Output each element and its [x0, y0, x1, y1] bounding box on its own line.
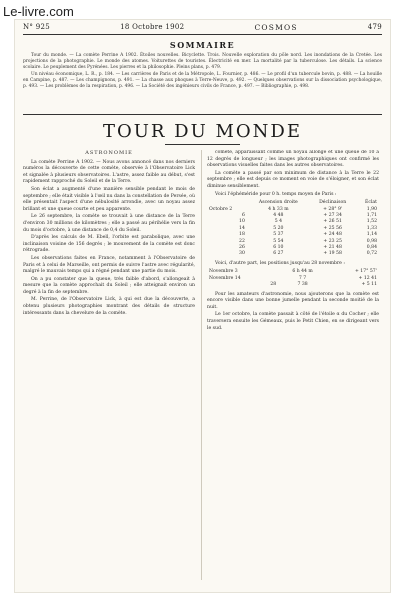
- paragraph: D'après les calculs de M. Ebell, l'orbite est parabolique, avec une inclinaison voisine de 156 degrés ; le mouvement de la comète est donc rétrograde.: [23, 235, 195, 254]
- table-cell: 6 10: [273, 245, 284, 250]
- table-cell: 1,14: [366, 232, 377, 238]
- sommaire-text: [23, 53, 382, 90]
- table-header-cell: Éclat: [365, 200, 377, 206]
- sommaire-paragraph: Un nivéau économique, L. R., p. 184. — Les carrières de Paris et de la Métropole, L. Fournier, p. 486. — Le profil d'un tubercule bovin, p. 488. — La houille en Campine, p. 487. — Les champignons, p. 491. — La chasse aux phoques à Terre-Neuve, p. 492. — Quelques observations sur la dissociation psychologique, p. 493. — Les problèmes de la respiration, p. 496. — La Société des ingénieurs civils de France, p. 497. — Bibliographie, p. 498.: [23, 71, 382, 90]
- issue-number: N° 925: [23, 23, 51, 31]
- table-cell: 7 38: [297, 282, 308, 288]
- watermark-text: Le-livre.com: [3, 4, 74, 19]
- table-cell: 1,90: [366, 206, 377, 212]
- left-column: [23, 150, 195, 584]
- paragraph: Le 26 septembre, la comète se trouvait à une distance de la Terre d'environ 30 millions de kilomètres ; elle a passé au périhélie vers la fin du mois d'octobre, à une distance de 0,4 du Soleil.: [23, 214, 195, 233]
- table-cell: Novembre 14: [209, 275, 241, 281]
- table-cell: + 17° 57': [354, 269, 377, 275]
- table-cell: 4 h 33 m: [268, 206, 289, 212]
- paragraph: Pour les amateurs d'astronomie, nous ajouterons que la comète est encore visible dans une bonne jumelle pendant la seconde moitié de la nuit.: [207, 291, 379, 310]
- table-cell: + 12 41: [358, 275, 377, 281]
- journal-name: COSMOS: [254, 22, 298, 32]
- section-heading-astronomie: ASTRONOMIE: [85, 150, 133, 156]
- table-row: [207, 282, 379, 288]
- page-number: 479: [367, 23, 382, 31]
- header-rule: [23, 34, 382, 35]
- table-cell: + 19 58: [323, 251, 342, 257]
- issue-date: 18 Octobre 1902: [120, 23, 185, 31]
- table-cell: 0,72: [366, 251, 377, 257]
- table-cell: 5 20: [273, 225, 284, 231]
- table-cell: 1,71: [366, 212, 377, 218]
- right-column: [207, 150, 379, 584]
- table-cell: 0,98: [366, 238, 377, 244]
- table-cell: + 28° 9': [323, 206, 343, 212]
- table-cell: 5 37: [273, 232, 284, 238]
- table-cell: + 26 51: [323, 219, 342, 225]
- table-cell: 6 h 44 m: [292, 269, 313, 275]
- paragraph: La comète Perrine A 1902. — Nous avons annoncé dans nos derniers numéros la découverte de cette comète, observée à l'Observatoire Lick et signalée à plusieurs observatoires. L'astre, assez faible au début, s'est rapidement rapproché du Soleil et de la Terre.: [23, 159, 195, 185]
- table-header-cell: Ascension droite: [258, 200, 298, 206]
- table-header-cell: Déclinaison: [319, 200, 347, 206]
- table-cell: 6: [241, 212, 245, 218]
- table-cell: 22: [239, 238, 245, 244]
- document-page: [15, 20, 390, 592]
- sommaire-rule: [23, 114, 382, 115]
- sommaire-paragraph: Tour du monde. — La comète Perrine A 1902. Étoiles nouvelles. Bicyclette. Trois. Nouvelle exploration du pôle nord. Les inondations de la Cretée. Les projections de la photographie. Le monde des atomes. Voiturettes de touristes. Électricité en mer. La mortalité par la tuberculose. Les détails. La science scolaire. Le peuplement des Pyrénées. Les pierres et la philosophie. Pleins plans, p. 479.: [23, 53, 382, 71]
- table-cell: 1,33: [366, 225, 377, 231]
- table-cell: + 23 25: [323, 238, 342, 244]
- table-cell: 28: [270, 282, 277, 288]
- paragraph: La comète a passé par son minimum de distance à la Terre le 22 septembre ; elle est depuis ce moment en voie de s'éloigner, et son éclat diminue sensiblement.: [207, 170, 379, 189]
- paragraph: Voici, d'autre part, les positions jusqu'au 28 novembre :: [215, 260, 345, 266]
- table-cell: 5 4: [274, 219, 282, 225]
- table-cell: + 27 34: [323, 212, 342, 218]
- table-cell: 18: [239, 232, 245, 238]
- page-header: [23, 20, 382, 34]
- table-cell: Octobre 2: [209, 206, 233, 212]
- ephemeris-table: [207, 200, 379, 258]
- table-cell: Novembre 3: [209, 269, 238, 275]
- title-underline: [165, 144, 240, 145]
- paragraph: Le 1er octobre, la comète passait à côté de l'étoile α du Cocher ; elle traversera ensuite les Gémeaux, puis le Petit Chien, en se dirigeant vers le sud.: [207, 312, 379, 331]
- paragraph: Les observations faites en France, notamment à l'Observatoire de Paris et à celui de Marseille, ont permis de suivre l'astre avec régularité, malgré le mauvais temps qui a régné pendant une partie du mois.: [23, 255, 195, 275]
- paragraph: M. Perrine, de l'Observatoire Lick, à qui est due la découverte, a obtenu plusieurs photographies montrant des détails de structure intéressants dans la chevelure de la comète.: [23, 297, 195, 316]
- table-cell: 0,84: [366, 245, 377, 250]
- table-cell: 4 48: [273, 212, 284, 218]
- paragraph: Son éclat a augmenté d'une manière sensible pendant le mois de septembre ; elle était visible à l'œil nu dans la constellation de Persée, où elle présentait l'aspect d'une nébulosité arrondie, avec un noyau assez brillant et une queue courte et peu apparente.: [23, 186, 195, 212]
- column-separator: [201, 150, 202, 580]
- paragraph: On a pu constater que la queue, très faible d'abord, s'allongeait à mesure que la comète approchait du Soleil ; elle atteignait environ un degré à la fin de septembre.: [23, 276, 195, 295]
- table-cell: 30: [239, 251, 245, 257]
- sommaire-heading: SOMMAIRE: [169, 40, 236, 50]
- table-cell: 5 54: [273, 238, 284, 244]
- november-positions-table: [207, 269, 379, 288]
- table-cell: 1,52: [366, 219, 377, 225]
- table-cell: 7 7: [298, 275, 307, 281]
- ephemeris-intro: Voici l'éphéméride pour 0 h. temps moyen de Paris :: [215, 191, 337, 197]
- table-cell: 10: [239, 219, 245, 225]
- table-cell: 6 27: [273, 251, 284, 257]
- table-cell: + 21 48: [323, 245, 342, 250]
- table-cell: 26: [239, 245, 245, 250]
- paragraph: comète, apparaissant comme un noyau allongé et une queue de 10 à 12 degrés de longueur ; les images photographiques ont confirmé les observations visuelles faites dans les autres observatoires.: [207, 150, 379, 169]
- table-cell: 14: [239, 225, 245, 231]
- table-cell: + 24 48: [323, 232, 342, 238]
- table-cell: + 5 11: [361, 282, 377, 288]
- table-cell: + 25 56: [323, 225, 342, 231]
- section-main-title: TOUR DU MONDE: [102, 121, 303, 142]
- table-row: [207, 251, 379, 257]
